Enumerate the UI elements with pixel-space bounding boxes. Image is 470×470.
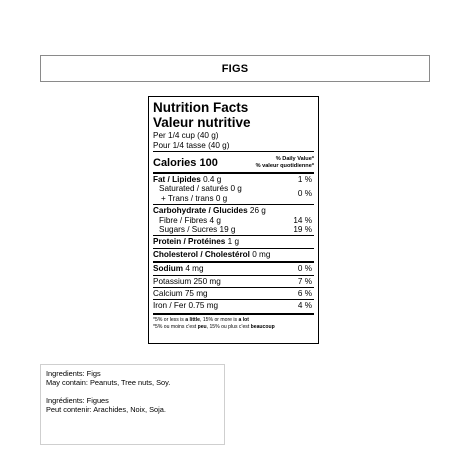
sodium-label: Sodium <box>153 264 184 274</box>
serving-size-fr: Pour 1/4 tasse (40 g) <box>153 140 230 150</box>
daily-value-header <box>256 156 314 169</box>
potassium-row <box>153 277 314 286</box>
carbohydrate-group <box>153 205 314 235</box>
fat-group <box>153 174 314 204</box>
footnote-text: *5% ou moins c'est <box>153 324 198 331</box>
footnote-emphasis: a lot <box>238 316 249 323</box>
footnote-en <box>153 317 314 325</box>
carbohydrate-row <box>153 206 314 215</box>
footnote-emphasis: beaucoup <box>250 324 275 331</box>
product-name: FIGS <box>221 62 249 75</box>
nutrition-title-en: Nutrition Facts <box>153 100 249 115</box>
sugars-row <box>153 225 314 234</box>
trans-row <box>153 194 242 203</box>
footnote-emphasis: peu <box>197 324 207 331</box>
ingredients-box <box>40 364 225 445</box>
potassium-dv: 7 % <box>297 276 312 286</box>
fat-amount: 0.4 g <box>203 175 222 184</box>
spacer <box>46 387 219 396</box>
fibre-dv: 14 % <box>293 215 312 225</box>
iron-group <box>153 300 314 311</box>
calcium-dv: 6 % <box>297 289 312 299</box>
saturated-row <box>153 184 242 193</box>
cholesterol-group <box>153 249 314 260</box>
iron-row <box>153 301 314 310</box>
sugars-dv: 19 % <box>293 225 312 235</box>
calcium-label: Calcium 75 mg <box>153 289 208 299</box>
fat-dv: 1 % <box>297 175 312 184</box>
cholesterol-row <box>153 250 314 259</box>
fat-row <box>153 175 314 184</box>
dv-header-fr: % valeur quotidienne* <box>255 162 314 169</box>
sugars-label: Sugars / Sucres 19 g <box>159 225 236 235</box>
allergens-fr: Peut contenir: Arachides, Noix, Soja. <box>46 405 166 414</box>
sat-trans-dv: 0 % <box>297 189 312 199</box>
cholesterol-amount: 0 mg <box>252 249 271 259</box>
iron-dv: 4 % <box>297 301 312 311</box>
calcium-group <box>153 288 314 299</box>
potassium-group <box>153 276 314 287</box>
serving-size-en: Per 1/4 cup (40 g) <box>153 131 219 140</box>
dv-header-en: % Daily Value* <box>275 156 314 162</box>
ingredients-fr: Ingrédients: Figues <box>46 396 109 405</box>
footnote <box>153 315 314 332</box>
cholesterol-label: Cholesterol / Cholestérol <box>153 249 250 259</box>
fibre-label: Fibre / Fibres 4 g <box>159 215 221 225</box>
fat-label: Fat / Lipides <box>153 175 201 184</box>
footnote-emphasis: a little <box>185 316 201 323</box>
footnote-text: , 15% ou plus c'est <box>206 324 251 331</box>
footnote-fr <box>153 324 314 332</box>
saturated-trans-group <box>153 184 314 203</box>
sodium-group <box>153 263 314 274</box>
sodium-row <box>153 264 314 273</box>
product-title <box>40 55 430 82</box>
footnote-text: *5% or less is <box>153 316 186 323</box>
carbohydrate-amount: 26 g <box>249 206 266 216</box>
protein-group <box>153 236 314 247</box>
carbohydrate-label: Carbohydrate / Glucides <box>153 206 248 216</box>
potassium-label: Potassium 250 mg <box>153 276 221 286</box>
sodium-dv: 0 % <box>297 264 312 274</box>
saturated-label: Saturated / saturés 0 g <box>159 184 242 194</box>
calories-row <box>153 152 314 171</box>
iron-label: Iron / Fer 0.75 mg <box>153 301 219 311</box>
protein-label: Protein / Protéines <box>153 237 226 247</box>
nutrition-title-fr: Valeur nutritive <box>153 115 251 130</box>
allergens-en: May contain: Peanuts, Tree nuts, Soy. <box>46 378 171 387</box>
ingredients-en: Ingredients: Figs <box>46 369 101 378</box>
calcium-row <box>153 289 314 298</box>
protein-row <box>153 237 314 246</box>
nutrition-facts-table <box>148 96 319 344</box>
footnote-text: , 15% or more is <box>200 316 239 323</box>
protein-amount: 1 g <box>227 237 240 247</box>
calories-label: Calories 100 <box>153 157 218 169</box>
sodium-amount: 4 mg <box>185 264 204 274</box>
trans-label: + Trans / trans 0 g <box>161 193 228 203</box>
fibre-row <box>153 216 314 225</box>
